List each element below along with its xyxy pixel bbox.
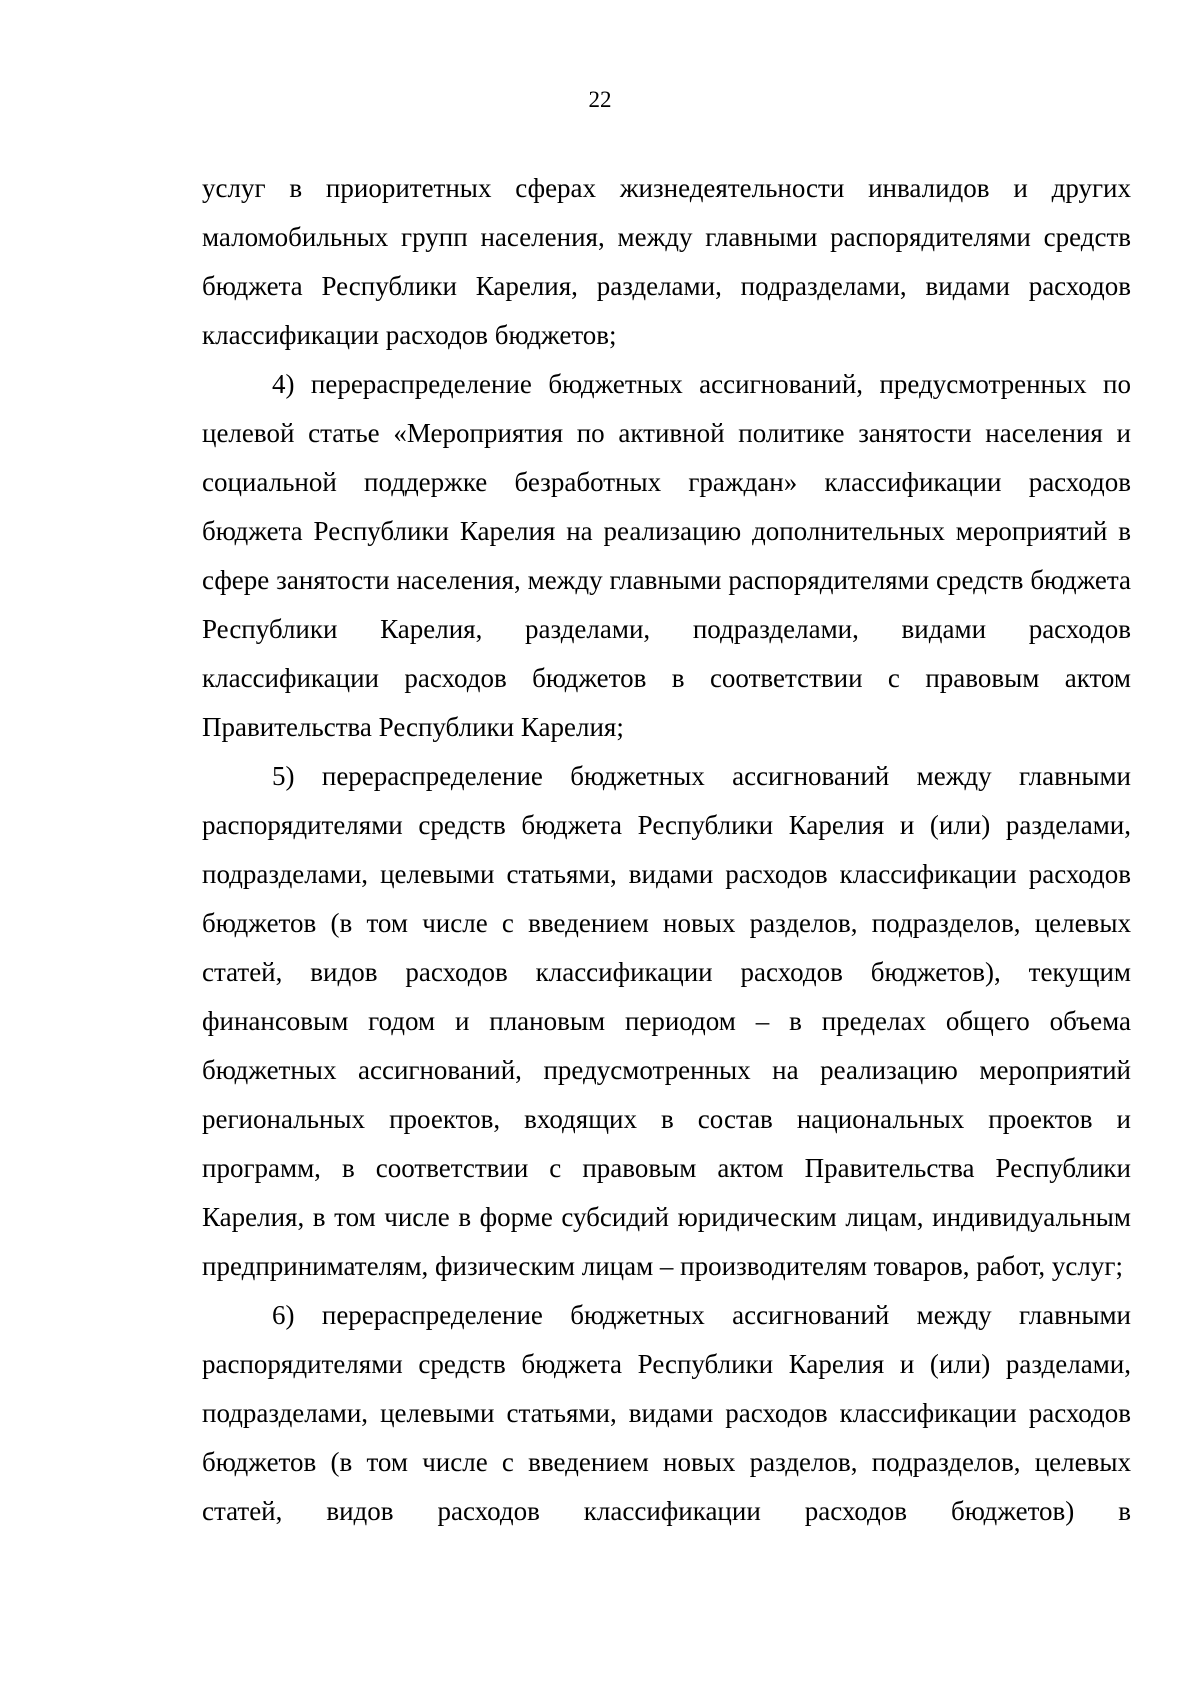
document-body — [202, 164, 1131, 1536]
paragraph-continuation: услуг в приоритетных сферах жизнедеятельности инвалидов и других маломобильных групп населения, между главными распорядителями средств бюджета Республики Карелия, разделами, подразделами, видами расходов классификации расходов бюджетов; — [202, 173, 1131, 350]
paragraph-item-5: 5) перераспределение бюджетных ассигнований между главными распорядителями средств бюджета Республики Карелия и (или) разделами, подразделами, целевыми статьями, видами расходов классификации расходов бюджетов (в том числе с введением новых разделов, подразделов, целевых статей, видов расходов классификации расходов бюджетов), текущим финансовым годом и плановым периодом – в пределах общего объема бюджетных ассигнований, предусмотренных на реализацию мероприятий региональных проектов, входящих в состав национальных проектов и программ, в соответствии с правовым актом Правительства Республики Карелия, в том числе в форме субсидий юридическим лицам, индивидуальным предпринимателям, физическим лицам – производителям товаров, работ, услуг; — [202, 761, 1131, 1281]
paragraph-item-4: 4) перераспределение бюджетных ассигнований, предусмотренных по целевой статье «Мероприятия по активной политике занятости населения и социальной поддержке безработных граждан» классификации расходов бюджета Республики Карелия на реализацию дополнительных мероприятий в сфере занятости населения, между главными распорядителями средств бюджета Республики Карелия, разделами, подразделами, видами расходов классификации расходов бюджетов в соответствии с правовым актом Правительства Республики Карелия; — [202, 369, 1131, 742]
paragraph-item-6: 6) перераспределение бюджетных ассигнований между главными распорядителями средств бюджета Республики Карелия и (или) разделами, подразделами, целевыми статьями, видами расходов классификации расходов бюджетов (в том числе с введением новых разделов, подразделов, целевых статей, видов расходов классификации расходов бюджетов) в — [202, 1300, 1131, 1526]
page-number: 22 — [588, 87, 612, 112]
